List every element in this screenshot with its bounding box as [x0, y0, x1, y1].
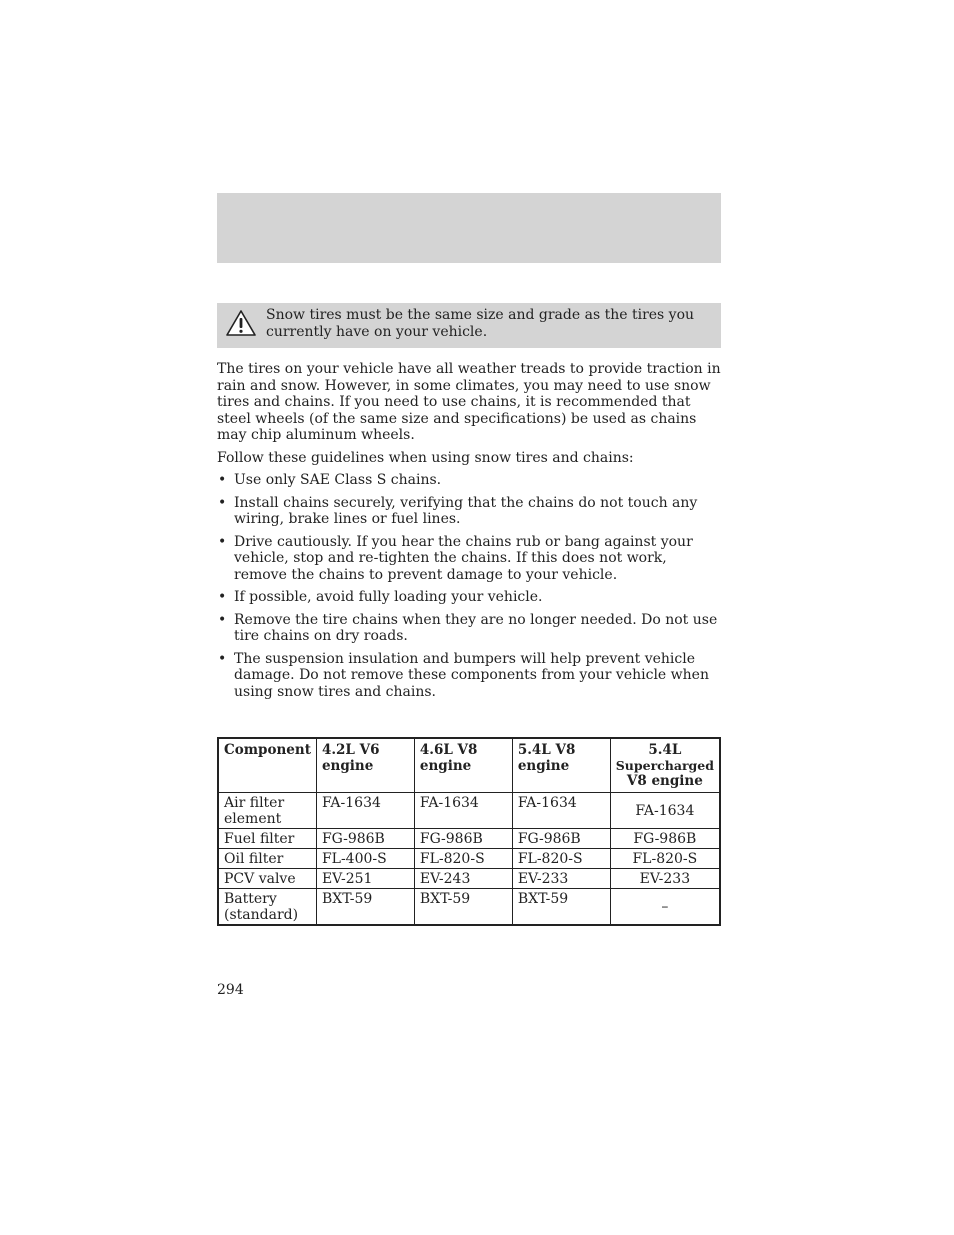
- table-header-row: [218, 738, 720, 793]
- header-54l-supercharged: [610, 738, 720, 793]
- table-cell: FA-1634: [316, 793, 414, 829]
- table-cell: BXT-59: [512, 889, 610, 926]
- header-42l-v6: 4.2L V6 engine: [316, 738, 414, 793]
- table-cell: FL-820-S: [512, 849, 610, 869]
- table-cell: FG-986B: [610, 829, 720, 849]
- header-sc-line1: 5.4L: [648, 742, 682, 758]
- list-item: [217, 589, 721, 606]
- table-cell: Oil filter: [218, 849, 316, 869]
- list-item: [217, 612, 721, 645]
- table-cell: FL-820-S: [414, 849, 512, 869]
- page-number: 294: [217, 982, 244, 998]
- table-cell: FL-400-S: [316, 849, 414, 869]
- table-cell: FG-986B: [512, 829, 610, 849]
- table-cell: EV-233: [610, 869, 720, 889]
- table-cell: FA-1634: [414, 793, 512, 829]
- list-item: [217, 534, 721, 584]
- table-row: [218, 849, 720, 869]
- intro-paragraph: The tires on your vehicle have all weather treads to provide traction in rain and snow. However, in some climates, you may need to use snow tires and chains. If you need to use chains, it is recommended that steel wheels (of the same size and specifications) be used as chains may chip aluminum wheels.: [217, 361, 721, 443]
- bullet: •: [218, 611, 227, 628]
- table-cell: FA-1634: [512, 793, 610, 829]
- table-cell: Air filter element: [218, 793, 316, 829]
- table-cell: EV-233: [512, 869, 610, 889]
- table-cell: –: [610, 889, 720, 926]
- main-content: [217, 361, 721, 706]
- table-cell: FA-1634: [610, 793, 720, 829]
- header-46l-v8: 4.6L V8 engine: [414, 738, 512, 793]
- bullet: •: [218, 533, 227, 550]
- header-sc-line3: V8 engine: [626, 773, 703, 789]
- table-cell: FG-986B: [316, 829, 414, 849]
- list-item-text: Use only SAE Class S chains.: [234, 472, 442, 488]
- guidelines-list: [217, 472, 721, 700]
- table-row: [218, 829, 720, 849]
- bullet: •: [218, 472, 227, 488]
- warning-triangle-icon: [225, 309, 257, 337]
- parts-table: [217, 737, 721, 926]
- list-item: [217, 472, 721, 489]
- warning-box: [217, 303, 721, 348]
- bullet: •: [218, 589, 227, 605]
- table-cell: EV-243: [414, 869, 512, 889]
- section-header-band: [217, 193, 721, 263]
- header-54l-v8: 5.4L V8 engine: [512, 738, 610, 793]
- table-cell: Battery (standard): [218, 889, 316, 926]
- bullet: •: [218, 494, 227, 511]
- table-row: [218, 869, 720, 889]
- header-component: Component: [218, 738, 316, 793]
- list-item: [217, 651, 721, 701]
- table-row: [218, 889, 720, 926]
- guidelines-lead: Follow these guidelines when using snow tires and chains:: [217, 449, 634, 466]
- table-cell: BXT-59: [414, 889, 512, 926]
- bullet: •: [218, 650, 227, 667]
- list-item-text: The suspension insulation and bumpers will help prevent vehicle damage. Do not remove these components from your vehicle when using snow tires and chains.: [234, 650, 709, 700]
- table-cell: FG-986B: [414, 829, 512, 849]
- header-sc-line2: Supercharged: [615, 758, 714, 773]
- list-item-text: Install chains securely, verifying that the chains do not touch any wiring, brake lines or fuel lines.: [234, 494, 698, 527]
- warning-text: Snow tires must be the same size and grade as the tires you currently have on your vehicle.: [266, 307, 695, 340]
- table-cell: EV-251: [316, 869, 414, 889]
- list-item-text: Remove the tire chains when they are no longer needed. Do not use tire chains on dry roads.: [234, 611, 718, 644]
- table-cell: FL-820-S: [610, 849, 720, 869]
- table-row: [218, 793, 720, 829]
- list-item-text: If possible, avoid fully loading your vehicle.: [234, 589, 543, 605]
- list-item-text: Drive cautiously. If you hear the chains rub or bang against your vehicle, stop and re-tighten the chains. If this does not work, remove the chains to prevent damage to your vehicle.: [234, 533, 693, 583]
- table-cell: PCV valve: [218, 869, 316, 889]
- table-cell: Fuel filter: [218, 829, 316, 849]
- table-cell: BXT-59: [316, 889, 414, 926]
- list-item: [217, 495, 721, 528]
